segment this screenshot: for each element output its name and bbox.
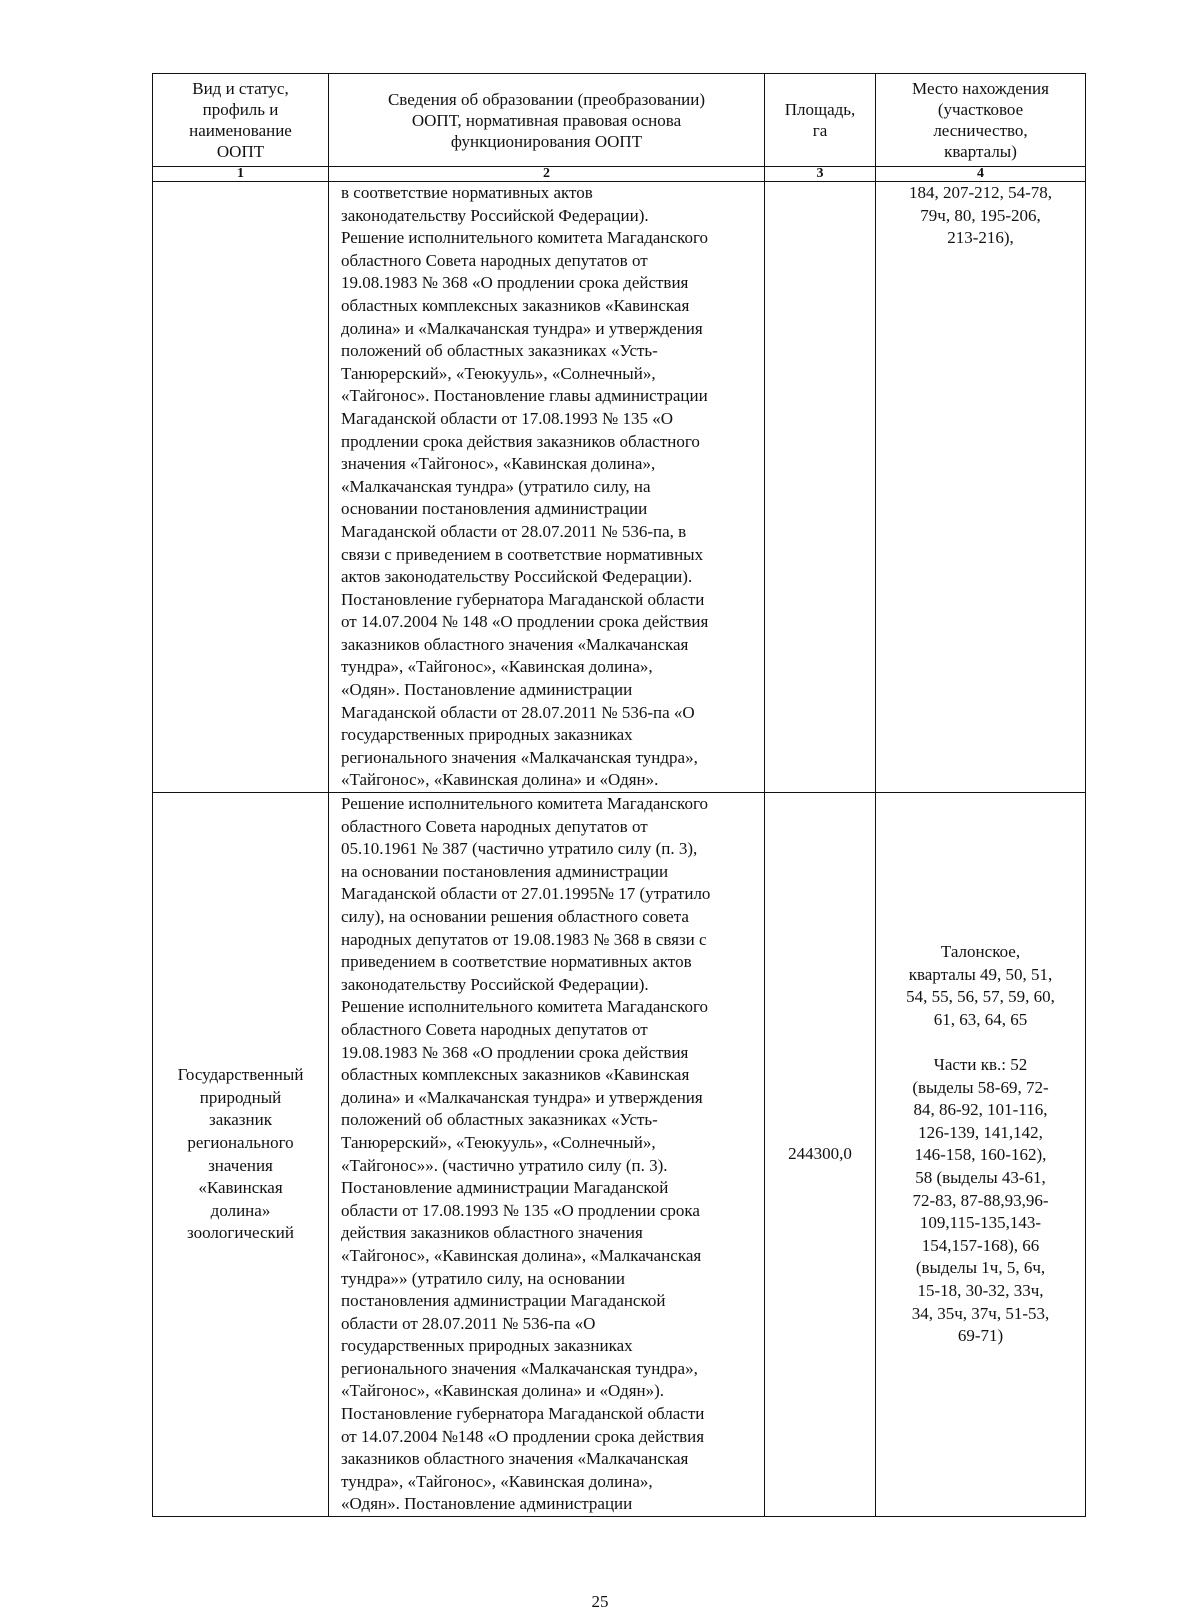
row-info-cell: Решение исполнительного комитета Магаданского областного Совета народных депутатов от 05.10.1961 № 387 (частично утратило силу (п. 3), на основании постановления администрации Магаданской области от 27.01.1995№ 17 (утратило силу), на основании решения областного совета народных депутатов от 19.08.1983 № 368 в связи с приведением в соответствие нормативных актов законодательству Российской Федерации). Решение исполнительного комитета Магаданского областного Совета народных депутатов от 19.08.1983 № 368 «О продлении срока действия областных комплексных заказников «Кавинская долина» и «Малкачанская тундра» и утверждения положений об областных заказниках «Усть- Танюрерский», «Теюкууль», «Солнечный», «Тайгонос»». (частично утратило силу (п. 3). Постановление администрации Магаданской области от 17.08.1993 № 135 «О продлении срока действия заказников областного значения «Тайгонос», «Кавинская долина», «Малкачанская тундра»» (утратило силу, на основании постановления администрации Магаданской области от 28.07.2011 № 536-па «О государственных природных заказниках регионального значения «Малкачанская тундра», «Тайгонос», «Кавинская долина» и «Одян»). Постановление губернатора Магаданской области от 14.07.2004 №148 «О продлении срока действия заказников областного значения «Малкачанская тундра», «Тайгонос», «Кавинская долина», «Одян». Постановление администрации bbox=[329, 793, 765, 1517]
header-formation-info-text: Сведения об образовании (преобразовании) ООПТ, нормативная правовая основа функционирования ООПТ bbox=[387, 89, 706, 151]
header-area-text: Площадь, га bbox=[784, 100, 856, 140]
row-area-cell: 244300,0 bbox=[765, 793, 876, 1517]
row-location-cell: 184, 207-212, 54-78, 79ч, 80, 195-206, 213-216), bbox=[876, 182, 1086, 793]
column-number: 4 bbox=[876, 167, 1086, 182]
row-area-cell bbox=[765, 182, 876, 793]
column-number: 2 bbox=[329, 167, 765, 182]
table-row bbox=[153, 793, 1086, 1517]
header-area bbox=[765, 74, 876, 167]
table-row bbox=[153, 182, 1086, 793]
header-type-status-text: Вид и статус, профиль и наименование ООПТ bbox=[189, 79, 292, 161]
row-name-cell: Государственный природный заказник регионального значения «Кавинская долина» зоологический bbox=[153, 793, 329, 1517]
row-name-cell bbox=[153, 182, 329, 793]
header-formation-info bbox=[329, 74, 765, 167]
page-number: 25 bbox=[591, 1592, 609, 1611]
header-location bbox=[876, 74, 1086, 167]
column-number: 1 bbox=[153, 167, 329, 182]
row-location-cell: Талонское, кварталы 49, 50, 51, 54, 55, 56, 57, 59, 60, 61, 63, 64, 65 Части кв.: 52 (выделы 58-69, 72- 84, 86-92, 101-116, 126-139, 141,142, 146-158, 160-162), 58 (выделы 43-61, 72-83, 87-88,93,96- 109,115-135,143- 154,157-168), 66 (выделы 1ч, 5, 6ч, 15-18, 30-32, 33ч, 34, 35ч, 37ч, 51-53, 69-71) bbox=[876, 793, 1086, 1517]
header-row bbox=[153, 74, 1086, 167]
column-number-row bbox=[153, 167, 1086, 182]
header-location-text: Место нахождения (участковое лесничество, кварталы) bbox=[912, 79, 1049, 161]
column-number: 3 bbox=[765, 167, 876, 182]
protected-areas-table bbox=[152, 73, 1086, 1517]
row-info-cell: в соответствие нормативных актов законодательству Российской Федерации). Решение исполнительного комитета Магаданского областного Совета народных депутатов от 19.08.1983 № 368 «О продлении срока действия областных комплексных заказников «Кавинская долина» и «Малкачанская тундра» и утверждения положений об областных заказниках «Усть- Танюрерский», «Теюкууль», «Солнечный», «Тайгонос». Постановление главы администрации Магаданской области от 17.08.1993 № 135 «О продлении срока действия заказников областного значения «Тайгонос», «Кавинская долина», «Малкачанская тундра» (утратило силу, на основании постановления администрации Магаданской области от 28.07.2011 № 536-па, в связи с приведением в соответствие нормативных актов законодательству Российской Федерации). Постановление губернатора Магаданской области от 14.07.2004 № 148 «О продлении срока действия заказников областного значения «Малкачанская тундра», «Тайгонос», «Кавинская долина», «Одян». Постановление администрации Магаданской области от 28.07.2011 № 536-па «О государственных природных заказниках регионального значения «Малкачанская тундра», «Тайгонос», «Кавинская долина» и «Одян». bbox=[329, 182, 765, 793]
header-type-status bbox=[153, 74, 329, 167]
